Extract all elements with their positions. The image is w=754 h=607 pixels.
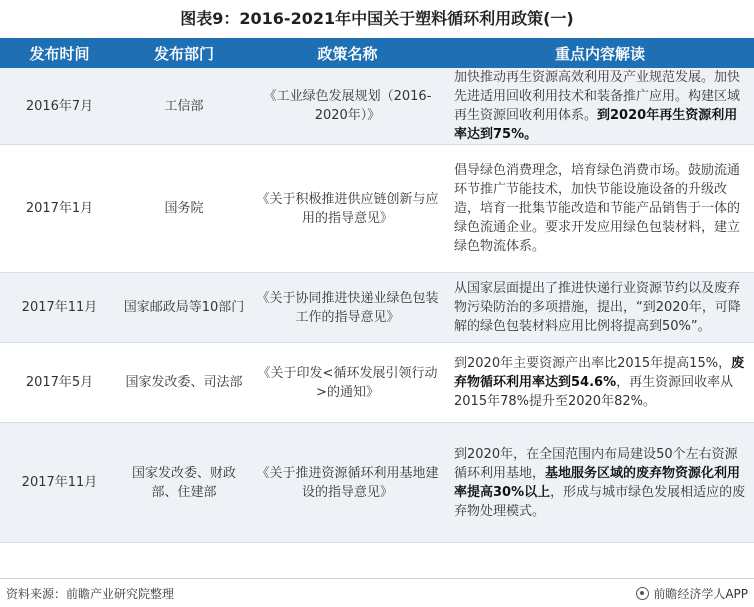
header-policy: 政策名称 (249, 38, 446, 68)
source-note: 资料来源：前瞻产业研究院整理 (6, 587, 175, 601)
content-text: 加快推动再生资源高效利用及产业规范发展。加快先进适用回收利用技术和装备推广应用。构建区域再生资源回收利用体系。 (454, 70, 741, 123)
cell-dept: 国家邮政局等10部门 (119, 273, 249, 343)
chart-title: 图表9：2016-2021年中国关于塑料循环利用政策(一) (180, 9, 574, 28)
table-row (0, 145, 754, 273)
cell-content (446, 273, 754, 343)
content-text: 到2020年主要资源产出率比2015年提高15%， (454, 356, 732, 371)
cell-content (446, 423, 754, 543)
content-highlight: 废弃物循环利用率达到54.6% (454, 356, 745, 390)
brand-label: 前瞻经济学人APP (653, 587, 748, 601)
cell-dept: 国家发改委、司法部 (119, 343, 249, 423)
cell-policy: 《工业绿色发展规划（2016-2020年）》 (249, 68, 446, 145)
table-header-row (0, 38, 754, 68)
cell-date: 2017年11月 (0, 273, 119, 343)
cell-content (446, 145, 754, 273)
table-row (0, 343, 754, 423)
cell-date: 2017年5月 (0, 343, 119, 423)
table-row (0, 273, 754, 343)
table-row (0, 423, 754, 543)
content-text: ，再生资源回收率从2015年78%提升至2020年82%。 (454, 375, 734, 409)
cell-date: 2016年7月 (0, 68, 119, 145)
brand-logo-icon (636, 587, 649, 600)
footer (0, 578, 754, 607)
content-highlight: 到2020年再生资源利用率达到75%。 (454, 108, 738, 142)
header-content: 重点内容解读 (446, 38, 754, 68)
cell-content (446, 343, 754, 423)
content-text: ，形成与城市绿色发展相适应的废弃物处理模式。 (454, 484, 746, 519)
cell-date: 2017年11月 (0, 423, 119, 543)
table-row (0, 68, 754, 145)
cell-dept: 国家发改委、财政部、住建部 (119, 423, 249, 543)
content-highlight: 基地服务区域的废弃物资源化利用率提高30%以上 (454, 465, 741, 500)
content-text: 到2020年，在全国范围内布局建设50个左右资源循环利用基地， (454, 446, 738, 481)
cell-content (446, 68, 754, 145)
header-dept: 发布部门 (119, 38, 249, 68)
cell-policy: 《关于印发<循环发展引领行动>的通知》 (249, 343, 446, 423)
cell-dept: 工信部 (119, 68, 249, 145)
cell-dept: 国务院 (119, 145, 249, 273)
content-text: 从国家层面提出了推进快递行业资源节约以及废弃物污染防治的多项措施，提出，“到2020年，可降解的绿色包装材料应用比例将提高到50%”。 (454, 281, 741, 334)
policy-table (0, 38, 754, 543)
brand (636, 585, 748, 602)
cell-date: 2017年1月 (0, 145, 119, 273)
header-date: 发布时间 (0, 38, 119, 68)
content-text: 倡导绿色消费理念，培育绿色消费市场。鼓励流通环节推广节能技术，加快节能设施设备的升级改造，培育一批集节能改造和节能产品销售于一体的绿色流通企业。要求开发应用绿色包装材料，建立绿色物流体系。 (454, 163, 741, 254)
cell-policy: 《关于积极推进供应链创新与应用的指导意见》 (249, 145, 446, 273)
cell-policy: 《关于推进资源循环利用基地建设的指导意见》 (249, 423, 446, 543)
cell-policy: 《关于协同推进快递业绿色包装工作的指导意见》 (249, 273, 446, 343)
